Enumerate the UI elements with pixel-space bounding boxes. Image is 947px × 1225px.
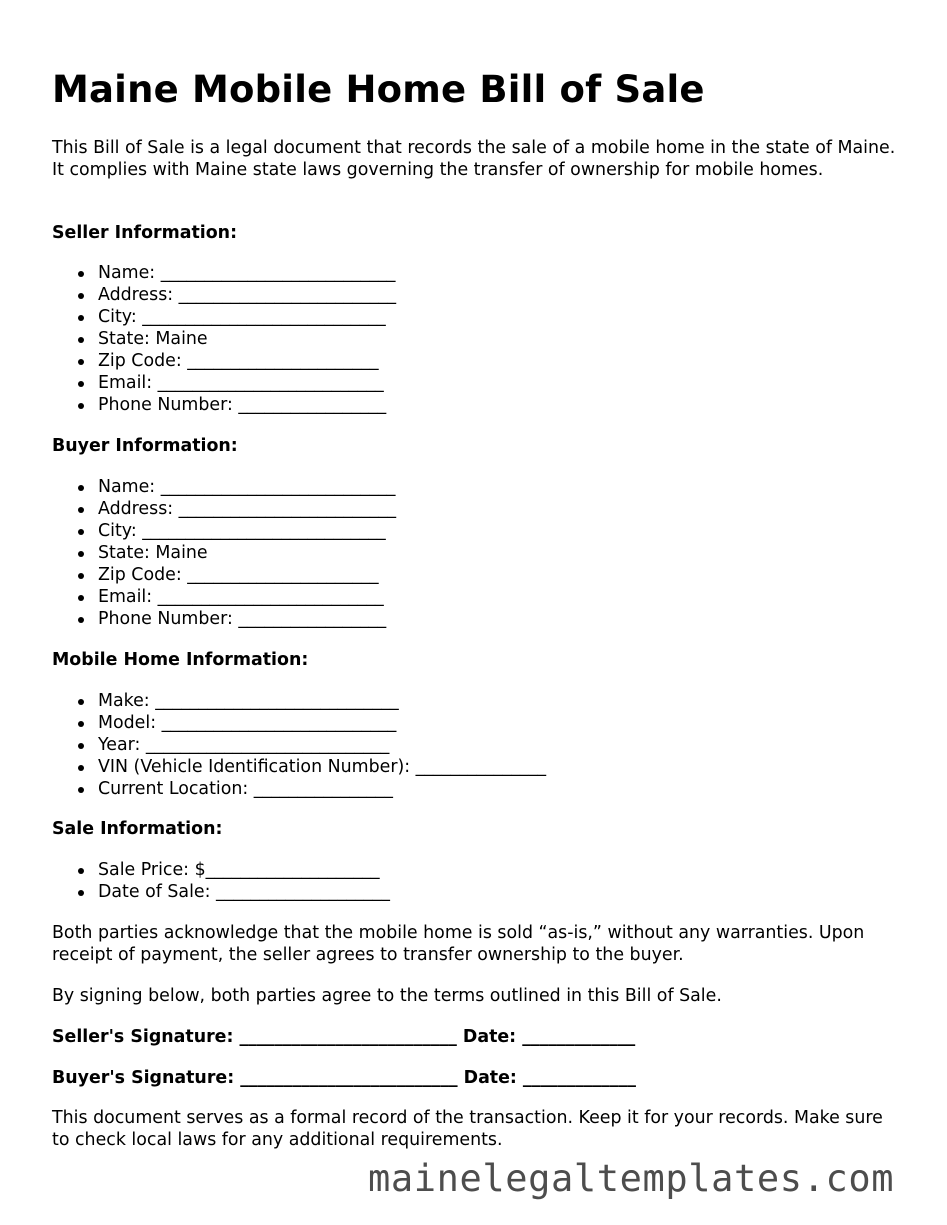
mobile-home-field-list — [52, 690, 546, 800]
buyer-zip-field: Zip Code: ______________________ — [52, 564, 396, 586]
acknowledgement-paragraph: Both parties acknowledge that the mobile home is sold “as-is,” without any warranties. Upon receipt of payment, the seller agrees to transfer ownership to the buyer. — [52, 923, 865, 965]
sale-price-field: Sale Price: $____________________ — [52, 859, 390, 881]
seller-signature-line: Seller's Signature: _________________________ Date: _____________ — [52, 1027, 636, 1047]
buyer-field-list — [52, 476, 396, 630]
seller-field-list — [52, 262, 396, 416]
sale-heading: Sale Information: — [52, 819, 223, 839]
closing-paragraph: This document serves as a formal record of the transaction. Keep it for your records. Make sure to check local laws for any additional requirements. — [52, 1108, 883, 1150]
seller-phone-field: Phone Number: _________________ — [52, 394, 396, 416]
intro-paragraph: This Bill of Sale is a legal document that records the sale of a mobile home in the state of Maine. It complies with Maine state laws governing the transfer of ownership for mobile homes. — [52, 138, 896, 180]
buyer-heading: Buyer Information: — [52, 436, 238, 456]
site-watermark: mainelegaltemplates.com — [368, 1157, 895, 1200]
agreement-paragraph: By signing below, both parties agree to the terms outlined in this Bill of Sale. — [52, 986, 722, 1006]
buyer-name-field: Name: ___________________________ — [52, 476, 396, 498]
model-field: Model: ___________________________ — [52, 712, 546, 734]
buyer-address-field: Address: _________________________ — [52, 498, 396, 520]
make-field: Make: ____________________________ — [52, 690, 546, 712]
seller-name-field: Name: ___________________________ — [52, 262, 396, 284]
seller-heading: Seller Information: — [52, 223, 238, 243]
buyer-phone-field: Phone Number: _________________ — [52, 608, 396, 630]
seller-email-field: Email: __________________________ — [52, 372, 396, 394]
seller-city-field: City: ____________________________ — [52, 306, 396, 328]
mobile-home-heading: Mobile Home Information: — [52, 650, 309, 670]
vin-field: VIN (Vehicle Identification Number): _______________ — [52, 756, 546, 778]
buyer-email-field: Email: __________________________ — [52, 586, 396, 608]
sale-field-list — [52, 859, 390, 903]
buyer-signature-line: Buyer's Signature: _________________________ Date: _____________ — [52, 1068, 636, 1088]
date-of-sale-field: Date of Sale: ____________________ — [52, 881, 390, 903]
buyer-state-field: State: Maine — [52, 542, 396, 564]
buyer-city-field: City: ____________________________ — [52, 520, 396, 542]
document-title: Maine Mobile Home Bill of Sale — [52, 68, 705, 111]
year-field: Year: ____________________________ — [52, 734, 546, 756]
current-location-field: Current Location: ________________ — [52, 778, 546, 800]
seller-state-field: State: Maine — [52, 328, 396, 350]
seller-zip-field: Zip Code: ______________________ — [52, 350, 396, 372]
seller-address-field: Address: _________________________ — [52, 284, 396, 306]
